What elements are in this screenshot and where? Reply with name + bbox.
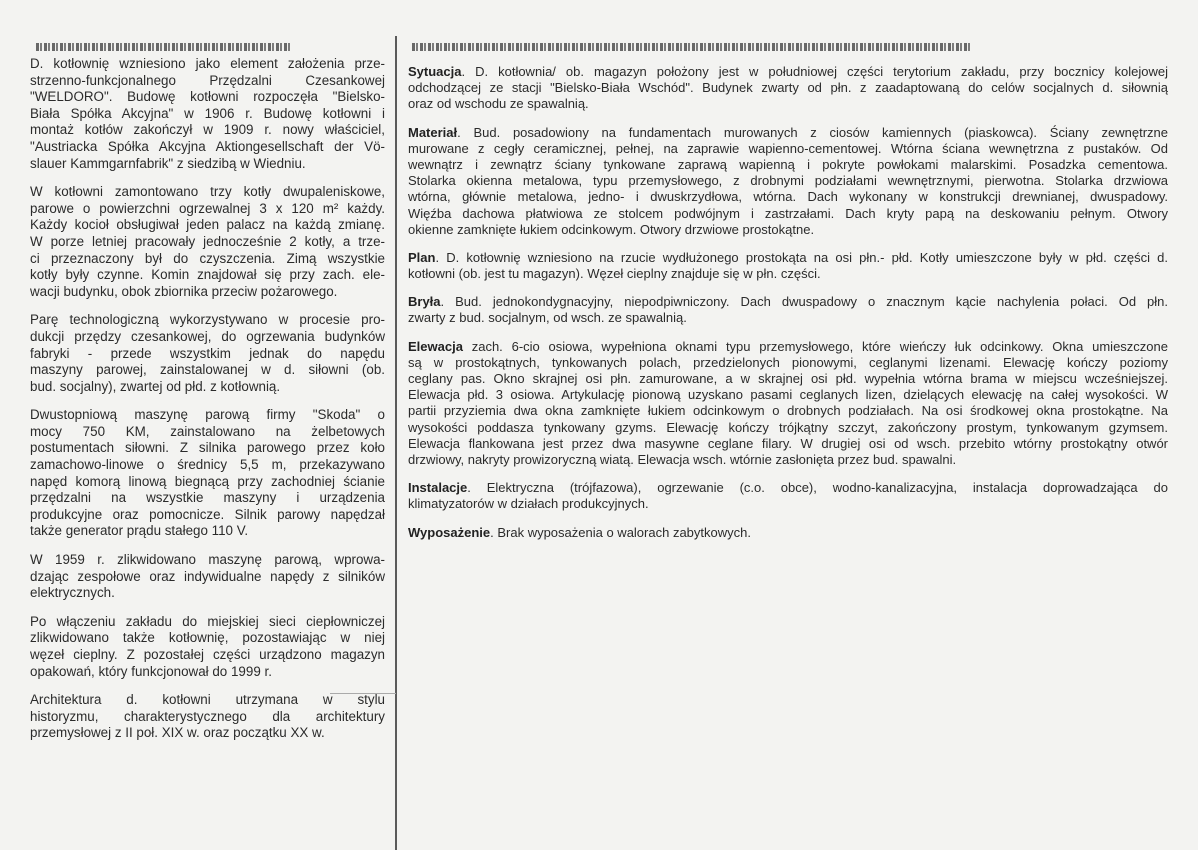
section-text: ceglany pas. Okno skrajnej osi płn. zamurowane, a w skrajnej osi płd. wypełnia wtórna brama w miejscu wcześniejszej. (408, 371, 1168, 386)
text-line: strzenno-funkcjonalnego Przędzalni Czesankowej (30, 72, 385, 88)
section-text: . D. kotłownia/ ob. magazyn położony jest w południowej części terytorium zakładu, przy bocznicy kolejowej (461, 64, 1168, 79)
section-text: . D. kotłownię wzniesiono na rzucie wydłużonego prostokąta na osi płn.- płd. Kotły umieszczone były w płd. części d. (435, 249, 1168, 265)
text-line: mocy 750 KM, zainstalowano na żelbetowych (30, 423, 385, 439)
text-line (408, 371, 1168, 387)
section-text: Stolarka okienna metalowa, typu przemysłowego, z drobnymi podziałami wewnętrznymi, pierwotna. Stolarka drzwiowa (408, 173, 1168, 189)
section-label: Sytuacja (408, 64, 462, 79)
text-line: zamachowo-linowe o średnicy 5,5 m, przekazywano (30, 457, 385, 473)
text-line (408, 436, 1168, 452)
section-text: drzwiowy, nakryty prowizoryczną wiatą. Elewacja wsch. wtórnie zasłonięta przez bud. spawalni. (408, 451, 957, 467)
clipped-header-left (36, 43, 290, 51)
text-line: Po włączeniu zakładu do miejskiej sieci ciepłowniczej (30, 613, 385, 629)
text-line: dukcji przędzy czesankowej, do ogrzewania budynków (30, 328, 385, 344)
section-sytuacja (408, 64, 1168, 113)
section-wyposażenie (408, 525, 1168, 541)
text-line (408, 189, 1168, 205)
section-text: . Bud. jednokondygnacyjny, niepodpiwniczony. Dach dwuspadowy o znacznym kącie nachylenia połaci. Od płn. (440, 294, 1168, 310)
paragraph (30, 614, 385, 680)
text-line: "Austriacka Spółka Akcyjna Aktiongesellschaft der Vö- (30, 138, 385, 154)
text-line: "WELDORO". Budowę kotłowni rozpoczęła "Bielsko- (30, 89, 385, 105)
text-line (408, 387, 1168, 403)
section-text: wysokości poddasza tynkowany gzyms. Elewację kończy trójkątny szczyt, zakończony prostym, tynkowanym gzymsem. (408, 419, 1168, 435)
text-line (408, 496, 1168, 512)
section-elewacja (408, 339, 1168, 469)
text-line: przemysłowej z II poł. XIX w. oraz początku XX w. (30, 725, 325, 741)
section-label: Materiał (408, 124, 458, 140)
text-line: zlikwidowano także kotłownię, pozostawiając w niej (30, 630, 385, 646)
text-line (408, 80, 1168, 96)
text-line: produkcyjne oraz pomocnicze. Silnik parowy napędzał (30, 506, 385, 522)
text-line: W 1959 r. zlikwidowano maszynę parową, wprowa- (30, 552, 385, 568)
section-label: Instalacje (408, 480, 468, 496)
text-line: montaż kotłów zakończył w 1909 r. nowy właściciel, (30, 122, 385, 138)
text-line (408, 480, 1168, 496)
text-line: Biała Spółka Akcyjna" w 1906 r. Budowę kotłowni i (30, 105, 385, 121)
section-instalacje (408, 480, 1168, 512)
section-text: . Elektryczna (trójfazowa), ogrzewanie (c.o. obce), wodno-kanalizacyjna, instalacja doprowadzająca do (467, 480, 1168, 496)
section-text: klimatyzatorów w działach produkcyjnych. (408, 496, 649, 512)
text-line: bud. socjalny), zwartej od płd. z kotłownią. (30, 378, 281, 394)
section-bryła (408, 294, 1168, 326)
text-line (408, 173, 1168, 189)
right-column-description (408, 64, 1168, 553)
text-line: postumentach siłowni. Z silnika parowego przez koło (30, 440, 385, 456)
section-text: zwarty z bud. socjalnym, od wsch. ze spawalnią. (408, 310, 687, 326)
section-text: oraz od wschodu ze spawalnią. (408, 96, 589, 112)
section-text: . Brak wyposażenia o walorach zabytkowych. (490, 524, 751, 540)
text-line: W kotłowni zamontowano trzy kotły dwupaleniskowe, (30, 184, 385, 200)
text-line: Parę technologiczną wykorzystywano w procesie pro- (30, 312, 385, 328)
section-text: Elewacja flankowana jest przez dwa masywne ceglane filary. W drugiej osi od wsch. przebito wtórny prostokątny otwór (408, 435, 1168, 451)
paragraph (30, 552, 385, 602)
text-line: węzeł cieplny. Z pozostałej części urządzono magazyn (30, 647, 385, 662)
text-line (408, 420, 1168, 436)
text-line: dzając zespołowe oraz indywidualne napędy z silników (30, 568, 385, 584)
text-line: napęd komorą linową biegnącą przy zachodniej ścianie (30, 473, 385, 489)
text-line: Dwustopniową maszynę parową firmy "Skoda" o (30, 407, 385, 423)
text-line (408, 355, 1168, 371)
section-text: są w prostokątnych, tynkowanych polach, przedzielonych pionowymi, ceglanymi lizenami. Elewację kończy poziomy (408, 354, 1168, 370)
section-label: Wyposażenie (408, 524, 491, 540)
text-line (408, 141, 1168, 157)
left-column-history (30, 56, 385, 754)
paragraph (30, 56, 385, 172)
section-text: okienne zamknięte łukiem odcinkowym. Otwory drzwiowe prostokątne. (408, 221, 815, 237)
section-text: zach. 6-cio osiowa, wypełniona oknami typu przemysłowego, które wieńczy łuk odcinkowy. Okna umieszczone (462, 338, 1168, 354)
section-text: . Bud. posadowiony na fundamentach murowanych z ciosów kamiennych (piaskowca). Ściany zewnętrzne (457, 124, 1168, 140)
text-line: parowe o powierzchni ogrzewalnej 3 x 120 m² każdy. (30, 200, 385, 216)
text-line: przędzalni na wszystkie maszyny i urządzenia (30, 490, 385, 506)
text-line (408, 339, 1168, 355)
text-line: maszyny parowej, zainstalowanej w d. siłowni (ob. (30, 362, 385, 378)
section-label: Plan (408, 249, 436, 265)
text-line (408, 157, 1168, 173)
text-line (408, 525, 1168, 541)
text-line (408, 96, 1168, 112)
text-line (408, 222, 1168, 238)
paragraph (30, 312, 385, 395)
text-line: wacji budynku, obok zbiornika przeciw pożarowego. (30, 283, 338, 299)
column-divider (395, 36, 397, 850)
section-text: Więźba dachowa płatwiowa ze stolcem podwójnym i zastrzałami. Dach kryty papą na deskowaniu pełnym. Otwory (408, 205, 1168, 221)
section-label: Bryła (408, 294, 441, 310)
text-line: D. kotłownię wzniesiono jako element założenia prze- (30, 56, 385, 71)
section-text: odchodzącej ze stacji "Bielsko-Biała Wschód". Budynek zwarty od płn. z zaadaptowaną do celów socjalnych d. siłownią (408, 80, 1168, 96)
text-line: opakowań, który funkcjonował do 1999 r. (30, 663, 272, 679)
text-line: slauer Kammgarnfabrik" z siedzibą w Wiedniu. (30, 155, 306, 171)
text-line: kotły były czynne. Komin znajdował się przy zach. ele- (30, 267, 385, 283)
section-text: Elewacja płd. 3 osiowa. Artykulację pionową uzyskano pasami ceglanych lizen, dzielących elewację na całej wysokości. W (408, 387, 1168, 403)
text-line (408, 403, 1168, 419)
text-line: także generator prądu stałego 110 V. (30, 523, 249, 539)
text-line: historyzmu, charakterystycznego dla architektury (30, 708, 385, 724)
section-plan (408, 250, 1168, 282)
text-line (408, 294, 1168, 310)
text-line (408, 266, 1168, 282)
section-materiał (408, 125, 1168, 238)
text-line: Każdy kocioł obsługiwał jeden palacz na każdą zmianę. (30, 217, 385, 233)
text-line: elektrycznych. (30, 585, 115, 601)
text-line (408, 125, 1168, 141)
section-text: wtórna, głównie metalowa, jedno- i dwuskrzydłowa, wtórna. Dach wykonany w konstrukcji drewnianej, dwuspadowy. (408, 189, 1168, 205)
text-line (408, 250, 1168, 266)
section-text: kotłowni (ob. jest tu magazyn). Węzeł cieplny znajduje się w płn. części. (408, 266, 821, 282)
clipped-header-right (412, 43, 970, 51)
text-line: fabryki - przede wszystkim jednak do napędu (30, 345, 385, 361)
section-text: wewnątrz i zewnątrz ściany tynkowane zaprawą wapienną i pokryte powłokami malarskimi. Posadzka cementowa. (408, 156, 1168, 172)
text-line (408, 452, 1168, 468)
text-line: ci przeznaczony był do czyszczenia. Zimą wszystkie (30, 250, 385, 266)
text-line: Architektura d. kotłowni utrzymana w stylu (30, 692, 385, 708)
section-text: partii przyziemia dwa okna zamknięte łukiem odcinkowym o drobnych podziałach. Na osi środkowej okna prostokątne. Na (408, 403, 1168, 419)
section-label: Elewacja (408, 338, 463, 354)
paragraph (30, 692, 385, 742)
paragraph (30, 407, 385, 540)
text-line: W porze letniej pracowały jednocześnie 2 kotły, a trze- (30, 233, 385, 249)
section-text: murowane z cegły ceramicznej, pełnej, na zaprawie wapienno-cementowej. Wtórna ściana wewnętrzna z pustaków. Od (408, 140, 1168, 156)
text-line (408, 64, 1168, 80)
paragraph (30, 184, 385, 300)
text-line (408, 206, 1168, 222)
text-line (408, 310, 1168, 326)
